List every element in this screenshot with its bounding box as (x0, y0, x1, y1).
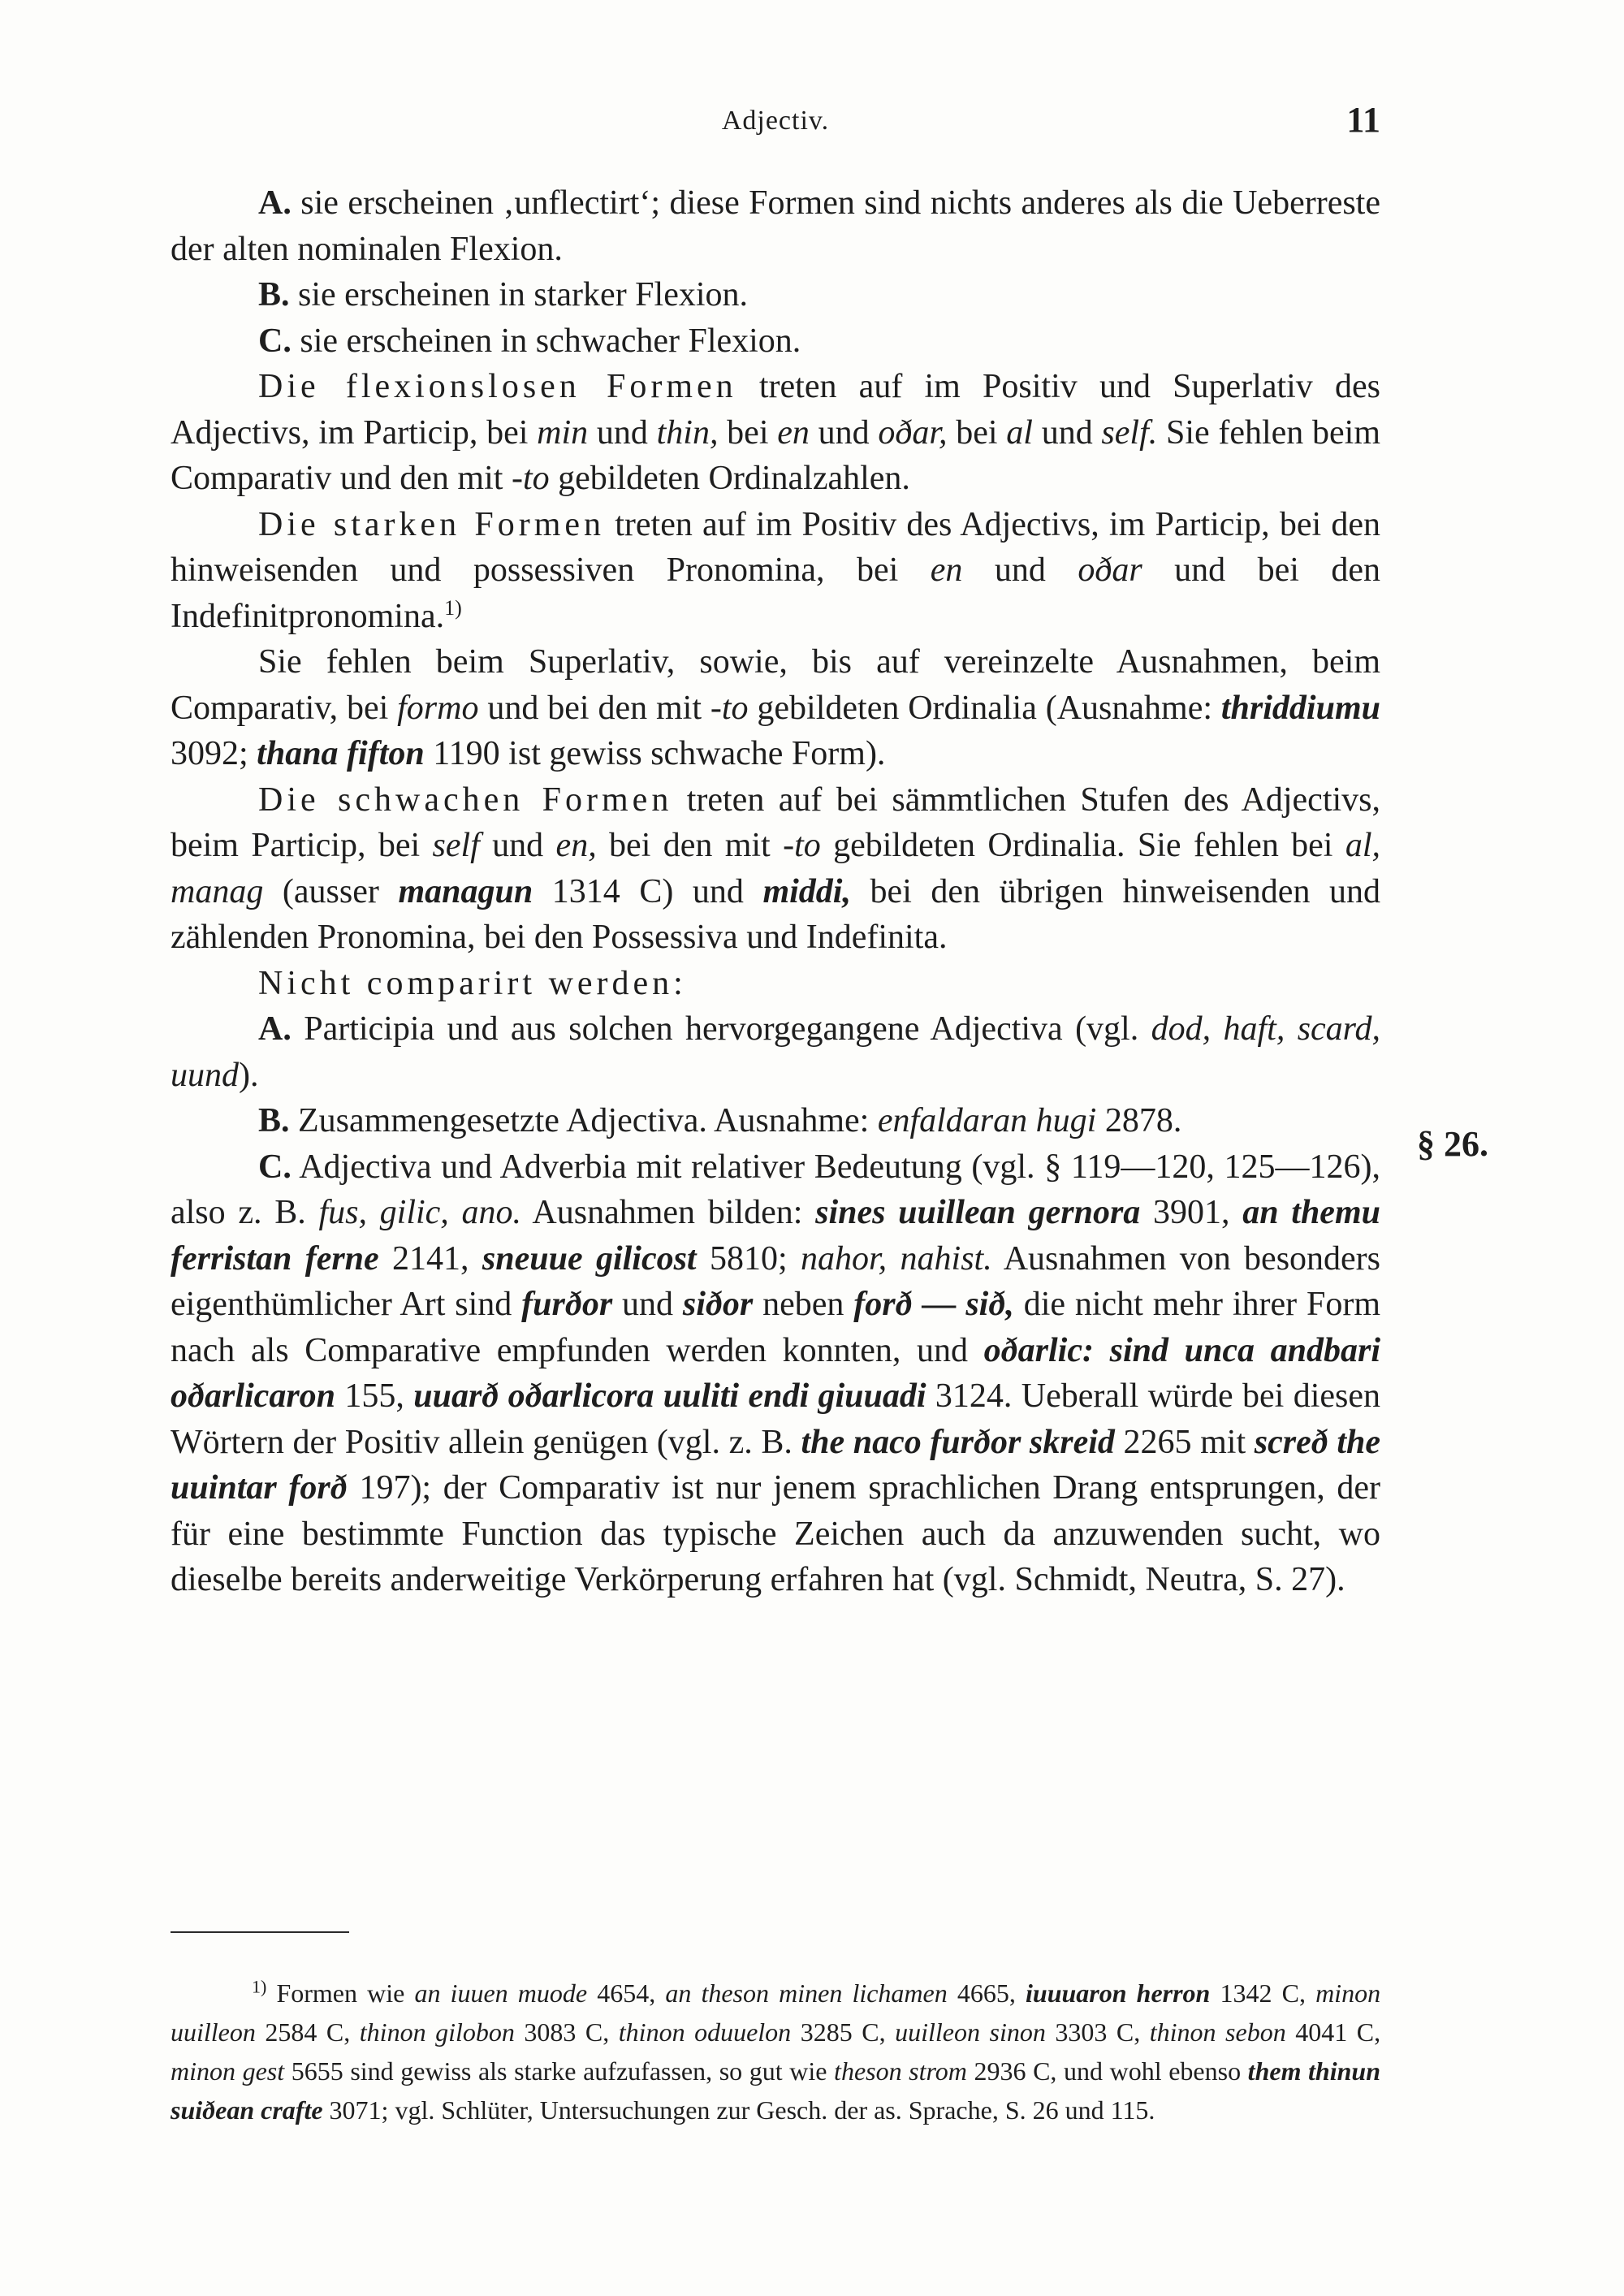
italic-word: -to (783, 827, 821, 864)
text-run: ). (239, 1056, 259, 1094)
text-run: und (612, 1286, 683, 1323)
text-run: 4654, (587, 1978, 666, 2008)
italic-word: uuilleon sinon (895, 2017, 1046, 2047)
text-run: gebildeten Ordinalia. Sie fehlen bei (820, 827, 1345, 864)
italic-word: self. (1101, 413, 1158, 452)
text-run: 155, (335, 1377, 414, 1415)
text-run: bei den übrigen hinweisenden und zählenden Pronomina, bei den Possessiva und Indefinita. (171, 872, 1381, 956)
spaced-term: Die starken Formen (258, 505, 606, 543)
list-label: A. (258, 1010, 292, 1048)
text-run: bei (718, 413, 778, 452)
italic-word: thinon oduuelon (618, 2017, 792, 2047)
text-run: bei den mit (596, 827, 784, 864)
text-run: Ausnahmen bilden: (521, 1194, 816, 1231)
list-label: A. (258, 184, 292, 222)
italic-word: middi, (762, 872, 851, 910)
text-run: Sie fehlen beim Comparativ und den mit (171, 413, 1381, 497)
text-run: 2584 C, (255, 2017, 360, 2047)
text-run: 3092; (171, 735, 257, 772)
body-text (171, 180, 1380, 1603)
italic-word: fus, gilic, ano. (318, 1194, 522, 1231)
italic-word: formo (397, 689, 479, 727)
italic-word: siðor (682, 1286, 754, 1323)
italic-word: sneuue gilicost (482, 1239, 697, 1278)
italic-word: forð — sið, (853, 1286, 1014, 1323)
text-run: 1314 C) und (533, 872, 763, 910)
text-run: treten auf bei sämmtlichen Stufen des Adjectivs, beim Particip, bei (171, 780, 1381, 864)
paragraph-strong (171, 502, 1380, 640)
spaced-term: Die flexionslosen Formen (258, 368, 737, 405)
list-text: sie erscheinen in schwacher Flexion. (291, 322, 801, 360)
running-title: Adjectiv. (721, 106, 830, 136)
text-run: bei (947, 413, 1007, 452)
italic-word: minon uuilleon (171, 1978, 1381, 2047)
footnote (171, 1974, 1380, 2130)
paragraph-strong-exceptions (171, 639, 1380, 777)
italic-word: minon gest (171, 2056, 285, 2086)
page-number: 11 (1346, 100, 1380, 140)
list-text: sie erscheinen in starker Flexion. (289, 276, 749, 313)
italic-word: al (1006, 413, 1033, 452)
text-run: Participia und aus solchen hervorgegangene Adjectiva (vgl. (291, 1010, 1151, 1048)
text-run: und (1032, 413, 1102, 452)
italic-word: self (432, 827, 480, 864)
text-run: gebildeten Ordinalzahlen. (549, 460, 910, 497)
text-run: Formen wie (266, 1978, 415, 2008)
text-run: 5810; (696, 1239, 801, 1278)
text-run: 2141, (378, 1239, 482, 1278)
text-run: Adjectiva und Adverbia mit relativer Bedeutung (vgl. § 119—120, 125—126), also z. B. (171, 1148, 1380, 1231)
text-run: 4041 C, (1285, 2017, 1381, 2047)
italic-word: en (930, 551, 963, 589)
italic-word: oðar (1078, 551, 1142, 589)
italic-word: them thinun suiðean crafte (171, 2056, 1381, 2125)
section-lead (171, 961, 1380, 1007)
italic-word: an iuuen muode (414, 1978, 588, 2008)
italic-word: screð the uuintar forð (171, 1423, 1380, 1507)
italic-word: theson strom (834, 2056, 967, 2086)
italic-word: uuarð oðarlicora uuliti endi giuuadi (413, 1377, 926, 1415)
italic-word: dod, haft, scard, uund (171, 1010, 1380, 1094)
text-run: 2878. (1096, 1102, 1182, 1139)
list-text: sie erscheinen ‚unflectirt‘; diese Formen sind nichts anderes als die Ueberreste der alten nominalen Flexion. (171, 184, 1380, 268)
italic-word: thana fifton (257, 735, 425, 772)
italic-word: en (777, 413, 810, 452)
text-run: Sie fehlen beim Superlativ, sowie, bis auf vereinzelte Ausnahmen, beim Comparativ, bei (171, 643, 1380, 727)
italic-word: -to (511, 460, 550, 497)
list-label: C. (258, 322, 292, 360)
list-item (171, 272, 1380, 318)
italic-word: thinon sebon (1149, 2017, 1286, 2047)
text-run: 1342 C, (1210, 1978, 1316, 2008)
text-run: 2265 mit (1114, 1423, 1255, 1461)
text-run: (ausser (263, 872, 399, 910)
text-run: 3124. Ueberall würde bei diesen Wörtern der Positiv allein genügen (vgl. z. B. (171, 1377, 1380, 1461)
spaced-term: Die schwachen Formen (258, 780, 673, 819)
italic-word: an theson minen lichamen (665, 1978, 948, 2008)
list-item (171, 180, 1380, 272)
text-run: neben (753, 1286, 854, 1323)
footnote-divider (171, 1931, 349, 1933)
italic-word: enfaldaran hugi (877, 1102, 1097, 1139)
text-run: und (809, 413, 879, 452)
text-run: die nicht mehr ihrer Form nach als Comparative empfunden werden konnten, und (171, 1286, 1380, 1369)
footnote-marker: 1) (252, 1976, 267, 1997)
text-run: gebildeten Ordinalia (Ausnahme: (748, 689, 1221, 727)
italic-word: the naco furðor skreid (801, 1423, 1115, 1461)
italic-word: nahor, nahist. (800, 1239, 992, 1278)
italic-word: oðar, (878, 413, 948, 452)
paragraph-weak (171, 777, 1380, 961)
italic-word: furðor (521, 1286, 613, 1323)
list-item (171, 1006, 1380, 1098)
text-run: treten auf im Positiv des Adjectivs, im Particip, bei den hinweisenden und possessiven Pronomina, bei (171, 505, 1380, 589)
italic-word: al, manag (171, 827, 1381, 910)
spaced-term: Nicht comparirt werden: (258, 964, 687, 1002)
list-item (171, 1144, 1380, 1603)
italic-word: thinon gilobon (359, 2017, 515, 2047)
italic-word: en, (555, 827, 597, 864)
italic-word: an themu ferristan ferne (171, 1194, 1380, 1278)
text-run: treten auf im Positiv und Superlativ des Adjectivs, im Particip, bei (171, 368, 1380, 452)
text-run: und (588, 413, 657, 452)
list-item (171, 318, 1380, 365)
text-run: 1190 ist gewiss schwache Form). (424, 735, 886, 772)
text-run: Ausnahmen von besonders eigenthümlicher Art sind (171, 1239, 1381, 1323)
list-label: B. (258, 276, 290, 313)
text-run: 2936 C, und wohl ebenso (966, 2056, 1248, 2086)
text-run: und bei den mit (478, 689, 710, 727)
list-label: C. (258, 1148, 292, 1186)
italic-word: iuuuaron herron (1026, 1978, 1211, 2008)
text-run: Zusammengesetzte Adjectiva. Ausnahme: (289, 1102, 878, 1139)
text-run: 3071; vgl. Schlüter, Untersuchungen zur Gesch. der as. Sprache, S. 26 und 115. (322, 2095, 1155, 2125)
footnote-ref: 1) (444, 595, 462, 620)
text-run: 3303 C, (1045, 2017, 1150, 2047)
italic-word: thriddiumu (1220, 689, 1380, 727)
paragraph-flexionless (171, 364, 1380, 502)
italic-word: min (537, 413, 589, 452)
text-run: und (479, 827, 556, 864)
italic-word: -to (710, 689, 749, 727)
page-header (171, 100, 1380, 154)
text-run: 5655 sind gewiss als starke aufzufassen, so gut wie (284, 2056, 835, 2086)
italic-word: oðarlic: sind unca andbari oðarlicaron (171, 1331, 1380, 1415)
text-run: 3901, (1140, 1194, 1243, 1231)
section-marker: § 26. (1417, 1124, 1488, 1164)
text-run: 3285 C, (791, 2017, 896, 2047)
text-run: und (962, 551, 1078, 589)
text-run: 3083 C, (514, 2017, 619, 2047)
italic-word: thin, (656, 413, 719, 452)
list-item (171, 1098, 1380, 1144)
text-run: 197); der Comparativ ist nur jenem sprachlichen Drang entsprungen, der für eine bestimmte Function das typische Zeichen auch da anzuwenden sucht, wo dieselbe bereits anderweitige Verkörperung erfahren hat (vgl. Schmidt, Neutra, S. 27). (171, 1469, 1380, 1598)
list-label: B. (258, 1102, 290, 1139)
text-run: und bei den Indefinitpronomina. (171, 551, 1381, 635)
italic-word: sines uuillean gernora (815, 1194, 1141, 1231)
text-run: 4665, (947, 1978, 1026, 2008)
italic-word: managun (398, 872, 533, 910)
